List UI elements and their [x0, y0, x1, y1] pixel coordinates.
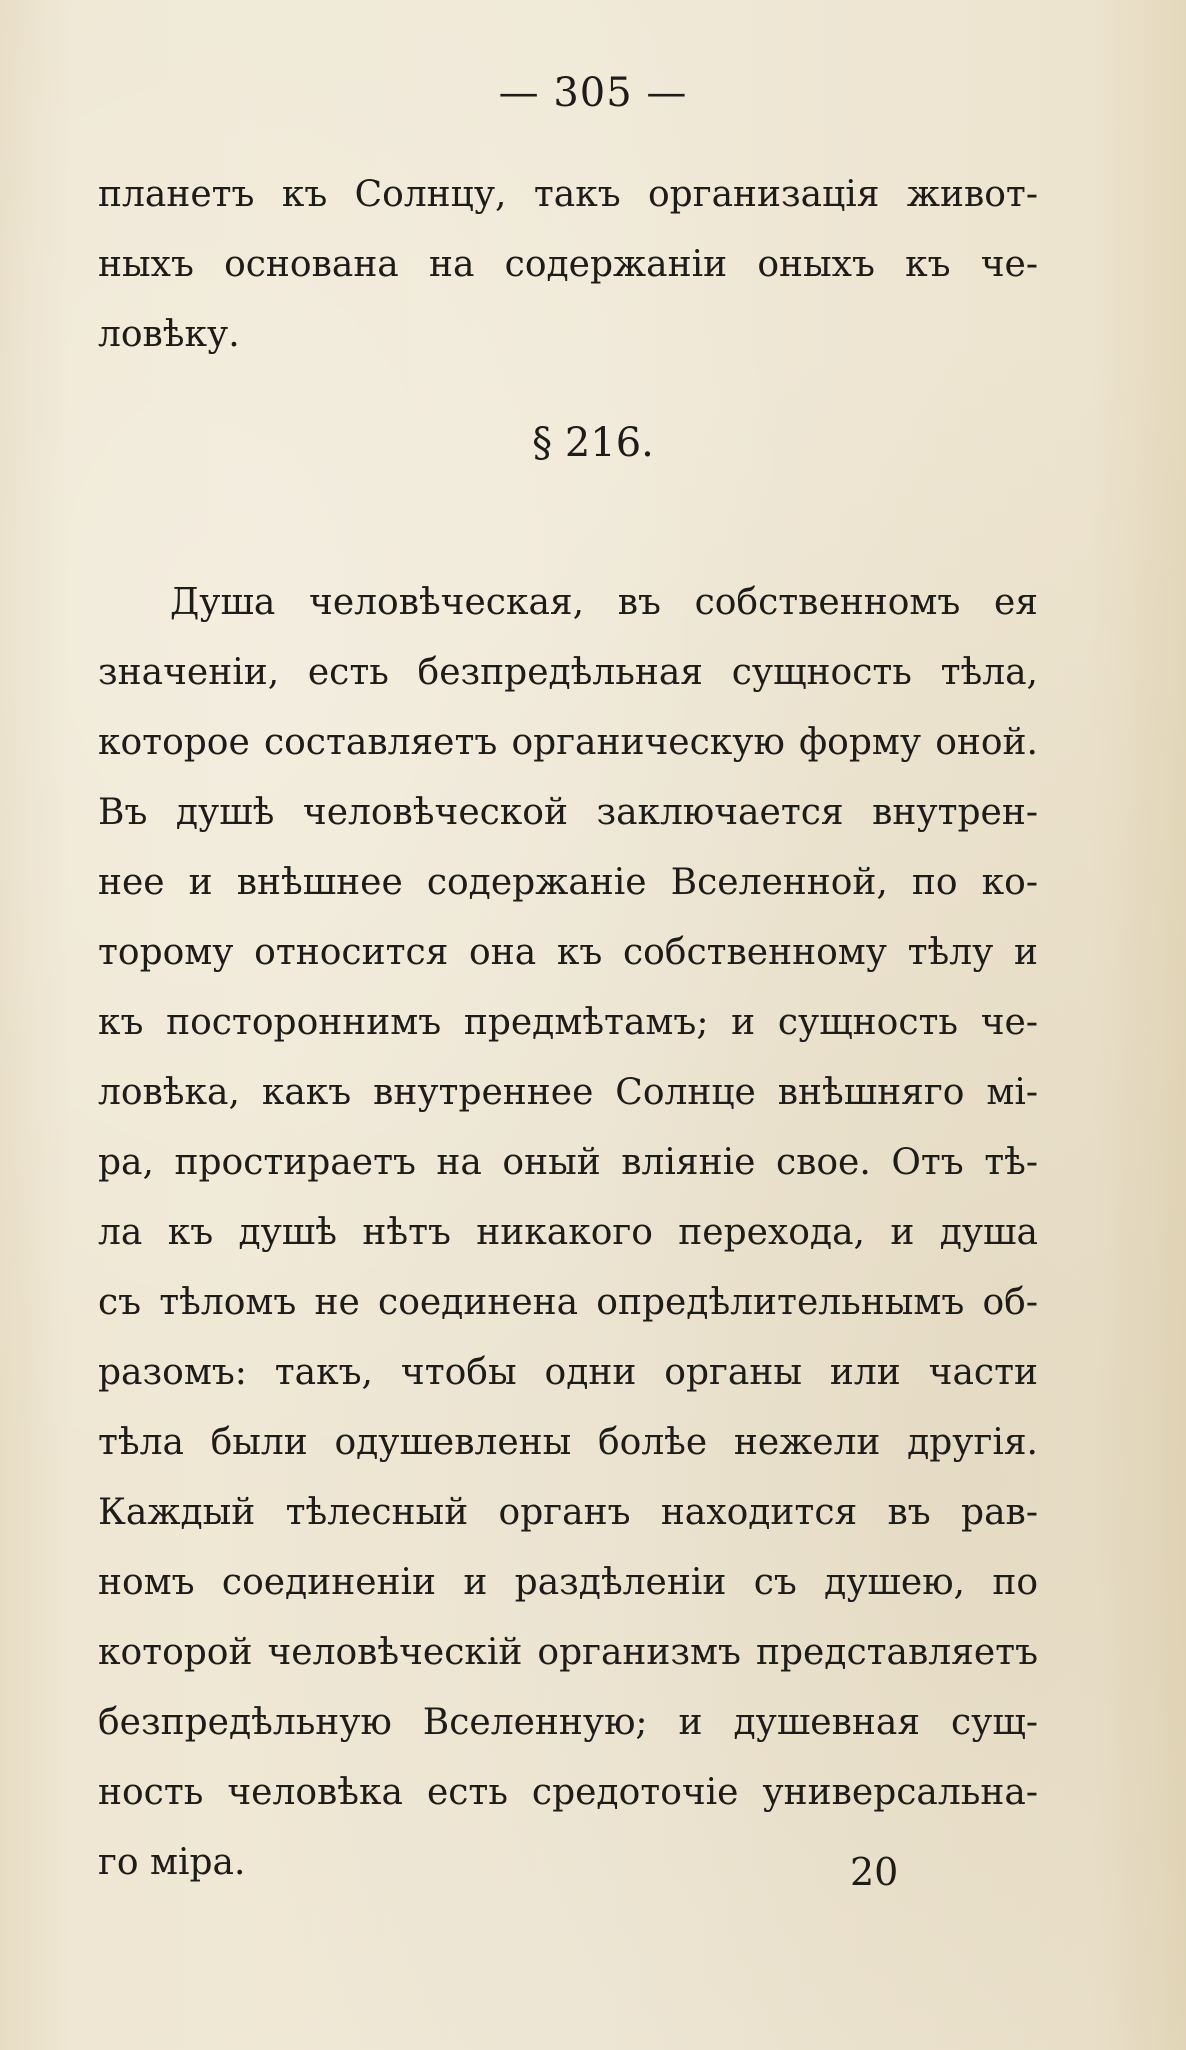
carryover-text [98, 160, 1038, 370]
text-line: планетъ къ Солнцу, такъ организація живот- [98, 174, 1038, 215]
text-line: съ тѣломъ не соединена опредѣлительнымъ об- [98, 1282, 1038, 1323]
text-line: Каждый тѣлесный органъ находится въ рав- [98, 1492, 1038, 1533]
text-line: ность человѣка есть средоточіе универсальна- [98, 1772, 1038, 1813]
section-paragraph [98, 568, 1038, 1898]
text-line: ловѣка, какъ внутреннее Солнце внѣшняго мі- [98, 1072, 1038, 1113]
text-line: къ постороннимъ предмѣтамъ; и сущность че- [98, 1002, 1038, 1043]
text-line: нее и внѣшнее содержаніе Вселенной, по ко- [98, 862, 1038, 903]
text-line: ныхъ основана на содержаніи оныхъ къ че- [98, 244, 1038, 285]
text-line: которое составляетъ органическую форму оной. [98, 722, 1038, 763]
page-number: — 305 — [498, 70, 688, 116]
text-line: ра, простираетъ на оный вліяніе свое. Отъ тѣ- [98, 1142, 1038, 1183]
text-line: безпредѣльную Вселенную; и душевная сущ- [98, 1702, 1038, 1743]
text-line: торому относится она къ собственному тѣлу и [98, 932, 1038, 973]
text-line: го міра. [98, 1842, 246, 1883]
text-line: значеніи, есть безпредѣльная сущность тѣла, [98, 652, 1038, 693]
text-line: ловѣку. [98, 314, 240, 355]
text-line: которой человѣческій организмъ представляетъ [98, 1632, 1038, 1673]
section-heading: § 216. [532, 420, 654, 466]
signature-mark: 20 [850, 1850, 899, 1894]
text-line: ла къ душѣ нѣтъ никакого перехода, и душа [98, 1212, 1038, 1253]
text-line: тѣла были одушевлены болѣе нежели другія. [98, 1422, 1038, 1463]
text-line: номъ соединеніи и раздѣленіи съ душею, по [98, 1562, 1038, 1603]
text-line: Душа человѣческая, въ собственномъ ея [170, 582, 1038, 623]
text-line: разомъ: такъ, чтобы одни органы или части [98, 1352, 1038, 1393]
text-line: Въ душѣ человѣческой заключается внутрен- [98, 792, 1038, 833]
